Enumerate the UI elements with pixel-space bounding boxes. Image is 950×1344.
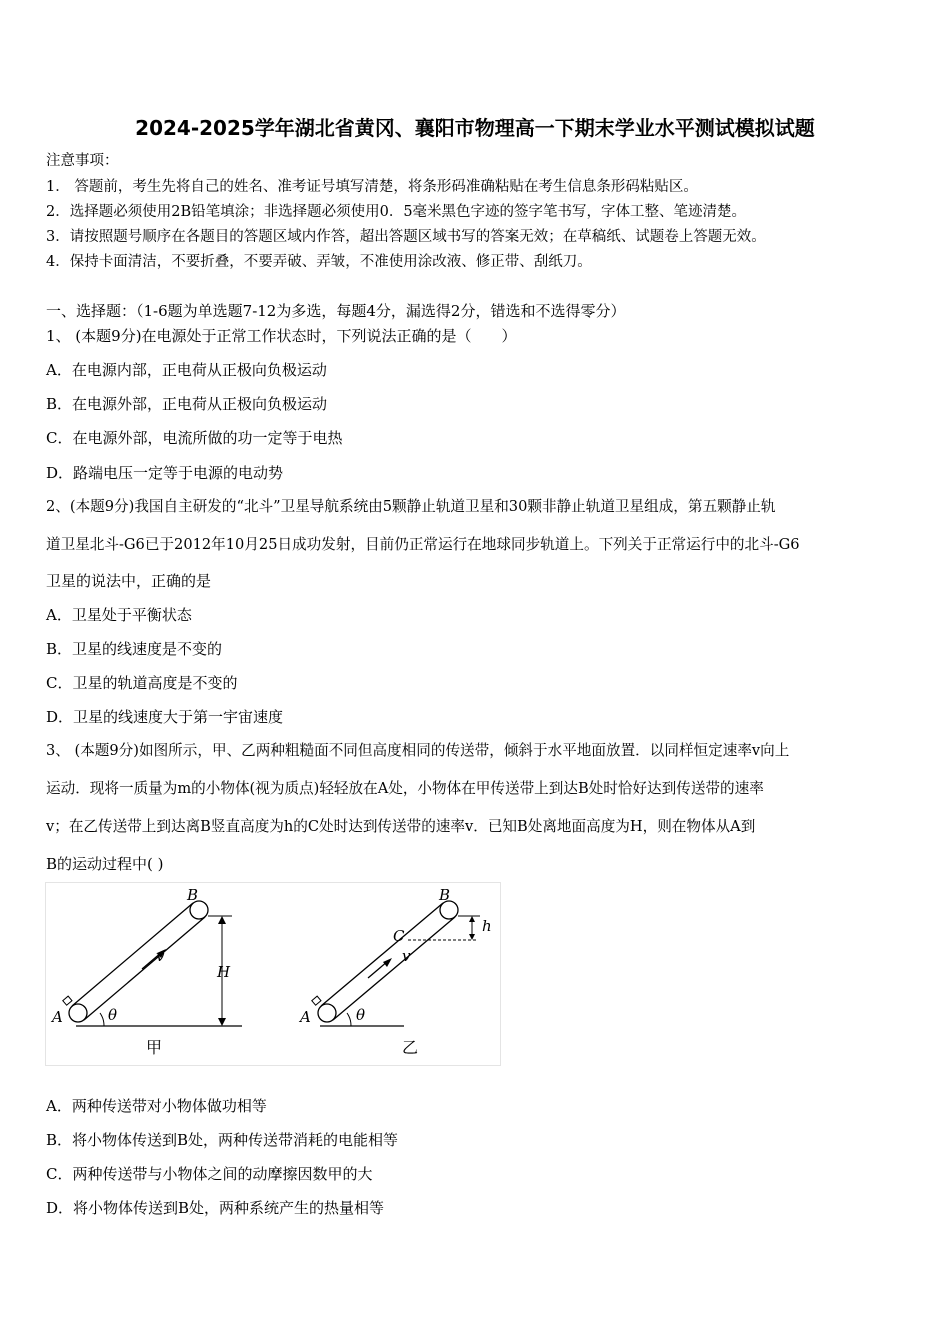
diagram-jia <box>50 886 242 1057</box>
height-arrow-up <box>218 916 226 924</box>
question-2-stem-line: 2、(本题9分)我国自主研发的“北斗”卫星导航系统由5颗静止轨道卫星和30颗非静止轨道卫星组成，第五颗静止轨 <box>46 498 776 515</box>
label-b: B <box>187 886 199 904</box>
label-a: A <box>52 1008 63 1026</box>
belt-top-edge <box>84 917 205 1020</box>
diagram-yi <box>298 886 492 1057</box>
notes-item: 4．保持卡面清洁，不要折叠，不要弄破、弄皱，不准使用涂改液、修正带、刮纸刀。 <box>46 254 592 270</box>
label-v: v <box>402 947 411 965</box>
question-3-option-b: B．将小物体传送到B处，两种传送带消耗的电能相等 <box>46 1131 399 1149</box>
question-3-stem-line: B的运动过程中( ) <box>46 855 164 873</box>
label-theta: θ <box>356 1006 366 1024</box>
question-1-stem: 1、 (本题9分)在电源处于正常工作状态时，下列说法正确的是（ ） <box>46 327 517 345</box>
theta-arc <box>100 1013 104 1026</box>
question-1-option-c: C．在电源外部，电流所做的功一定等于电热 <box>46 429 343 447</box>
question-2-option-a: A．卫星处于平衡状态 <box>46 606 192 624</box>
question-2-option-b: B．卫星的线速度是不变的 <box>46 640 223 658</box>
question-3-option-a: A．两种传送带对小物体做功相等 <box>46 1097 267 1115</box>
belt-bottom-edge <box>72 903 193 1006</box>
question-1-option-d: D．路端电压一定等于电源的电动势 <box>46 464 284 482</box>
question-2-option-d: D．卫星的线速度大于第一宇宙速度 <box>46 708 284 726</box>
small-object <box>63 996 72 1005</box>
question-3-stem-line: 运动．现将一质量为m的小物体(视为质点)轻轻放在A处，小物体在甲传送带上到达B处时恰好达到传送带的速率 <box>46 780 764 797</box>
velocity-arrowhead <box>383 958 392 967</box>
notes-item: 1． 答题前，考生先将自己的姓名、准考证号填写清楚，将条形码准确粘贴在考生信息条形码粘贴区。 <box>46 179 698 195</box>
question-2-stem-line: 卫星的说法中，正确的是 <box>46 572 212 590</box>
question-2-stem-line: 道卫星北斗-G6已于2012年10月25日成功发射，目前仍正常运行在地球同步轨道上。下列关于正常运行中的北斗-G6 <box>46 536 800 553</box>
label-small-h: h <box>482 917 492 935</box>
theta-arc <box>347 1013 351 1026</box>
question-1-option-b: B．在电源外部，正电荷从正极向负极运动 <box>46 395 328 413</box>
label-c: C <box>393 927 405 945</box>
label-big-h: H <box>217 963 231 981</box>
conveyor-belt-diagram <box>46 883 500 1065</box>
pulley-a <box>69 1004 87 1022</box>
caption-yi: 乙 <box>402 1038 419 1057</box>
question-1-option-a: A．在电源内部，正电荷从正极向负极运动 <box>46 361 327 379</box>
question-2-option-c: C．卫星的轨道高度是不变的 <box>46 674 238 692</box>
label-a: A <box>300 1008 311 1026</box>
question-3-stem-line: v；在乙传送带上到达离B竖直高度为h的C处时达到传送带的速率v．已知B处离地面高度为H，则在物体从A到 <box>46 818 756 835</box>
page-title: 2024-2025学年湖北省黄冈、襄阳市物理高一下期末学业水平测试模拟试题 <box>135 116 815 140</box>
belt-bottom-edge <box>321 903 443 1006</box>
height-arrow-up <box>469 916 475 922</box>
pulley-a <box>318 1004 336 1022</box>
caption-jia: 甲 <box>146 1038 163 1057</box>
notes-item: 3．请按照题号顺序在各题目的答题区域内作答，超出答题区域书写的答案无效；在草稿纸、试题卷上答题无效。 <box>46 229 766 245</box>
small-object <box>312 996 321 1005</box>
label-v: v <box>156 947 165 965</box>
height-arrow-down <box>469 934 475 940</box>
question-3-option-c: C．两种传送带与小物体之间的动摩擦因数甲的大 <box>46 1165 373 1183</box>
conveyor-belt-figure <box>45 882 501 1066</box>
notes-item: 2．选择题必须使用2B铅笔填涂；非选择题必须使用0．5毫米黑色字迹的签字笔书写，字体工整、笔迹清楚。 <box>46 204 747 220</box>
question-3-option-d: D．将小物体传送到B处，两种系统产生的热量相等 <box>46 1199 385 1217</box>
label-theta: θ <box>108 1006 118 1024</box>
label-b: B <box>439 886 451 904</box>
notes-heading: 注意事项： <box>46 153 119 169</box>
section-heading: 一、选择题：（1-6题为单选题7-12为多选，每题4分，漏选得2分，错选和不选得零分） <box>46 302 626 320</box>
height-arrow-down <box>218 1018 226 1026</box>
question-3-stem-line: 3、 (本题9分)如图所示，甲、乙两种粗糙面不同但高度相同的传送带，倾斜于水平地面放置．以同样恒定速率v向上 <box>46 742 790 759</box>
